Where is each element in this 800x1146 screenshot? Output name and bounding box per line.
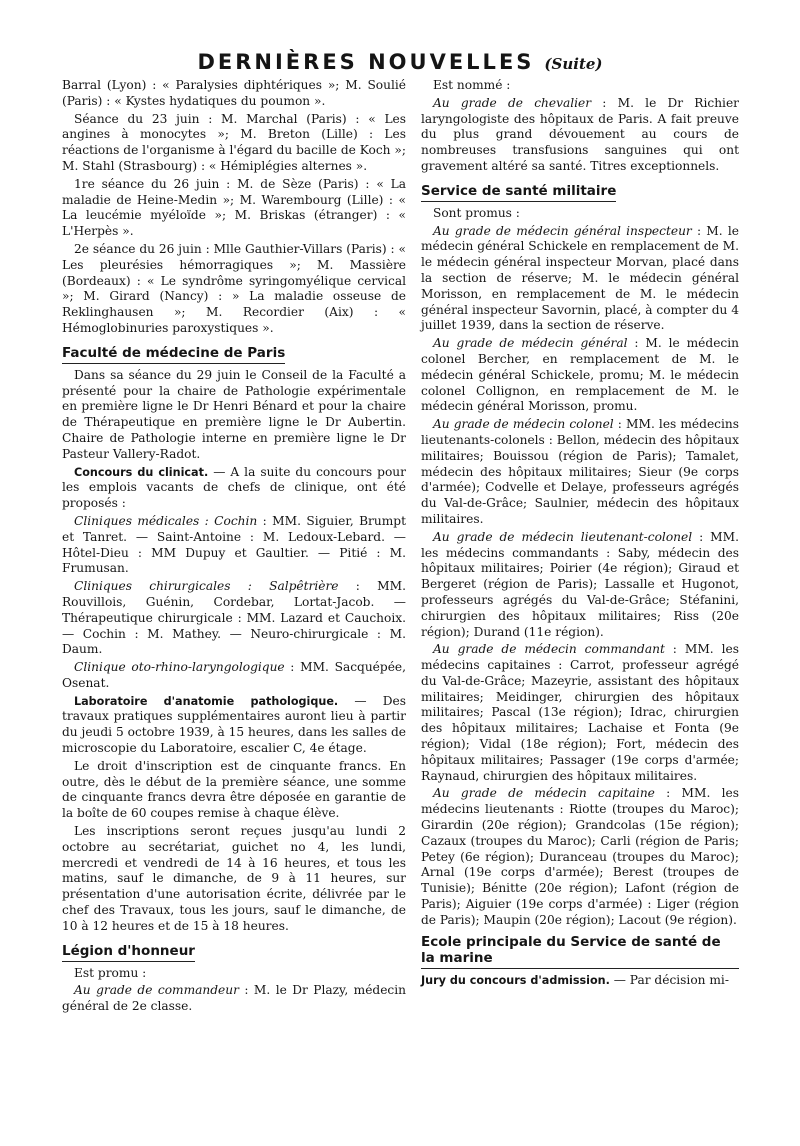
page-title: [0, 50, 800, 74]
paragraph: Séance du 23 juin : M. Marchal (Paris) : « Les angines à monocytes »; M. Breton (Lille) : Les réactions de l'organisme à l'égard du bacille de Koch »; M. Stahl (Strasbourg) : « Hémiplégies alternes ».: [62, 111, 406, 173]
paragraph: [62, 660, 406, 692]
paragraph: 2e séance du 26 juin : Mlle Gauthier-Villars (Paris) : « Les pleurésies hémorragiques »; M. Massière (Bordeaux) : « Le syndrôme syringomyélique cervical »; M. Girard (Nancy) : » La maladie osseuse de Reklinghausen »; M. Recordier (Aix) : « Hémoglobinuries paroxystiques ».: [62, 241, 406, 335]
section-legion: [62, 938, 406, 1015]
paragraph: Est nommé :: [433, 78, 511, 92]
lead-text: Au grade de médecin commandant: [433, 642, 665, 657]
section-heading: Service de santé militaire: [421, 183, 616, 202]
page-title-text: DERNIÈRES NOUVELLES: [197, 50, 535, 74]
paragraph: [62, 465, 406, 512]
paragraph: Le droit d'inscription est de cinquante francs. En outre, dès le début de la première séance, une somme de cinquante francs devra être déposée en garantie de la boîte de 60 coupes remise à chaque élève.: [62, 758, 406, 821]
lead-text: Au grade de médecin capitaine: [433, 786, 655, 801]
paragraph: [421, 336, 739, 415]
lead-text: Cliniques médicales : Cochin: [74, 513, 258, 528]
runin-heading: Laboratoire d'anatomie pathologique.: [74, 694, 339, 708]
paragraph-text: : MM. les médecins lieutenants-colonels : Bellon, médecin des hôpitaux militaires; Bouissou (région de Paris); Tamalet, médecin des hôpitaux militaires; Sieur (9e corps d'armée); Codvelle et Delaye, professeurs agrégés du Val-de-Grâce; Saulnier, médecin des hôpitaux militaires.: [421, 417, 739, 526]
lead-text: Au grade de médecin général inspecteur: [433, 223, 692, 238]
paragraph-text: : MM. Rouvillois, Guénin, Cordebar, Lortat-Jacob. — Thérapeutique chirurgicale : MM. Lazard et Cauchoix. — Cochin : M. Mathey. — Neuro-chirurgicale : M. Daum.: [62, 579, 406, 657]
paragraph-text: : MM. les médecins capitaines : Carrot, professeur agrégé du Val-de-Grâce; Mazeyrie, assistant des hôpitaux militaires; Meidinger, chirurgien des hôpitaux militaires; Pascal (13e région); Idrac, chirurgien des hôpitaux militaires; Lachaise et Fonta (9e région); Vidal (18e région); Fort, médecin des hôpitaux militaires; Passager (19e corps d'armée; Raynaud, chirurgien des hôpitaux militaires.: [421, 642, 739, 783]
section-heading: Ecole principale du Service de santé de la marine: [421, 934, 739, 969]
paragraph: [421, 786, 739, 928]
paragraph: Est promu :: [74, 965, 147, 980]
runin-heading: Concours du clinicat.: [74, 465, 209, 479]
paragraph: Sont promus :: [433, 205, 520, 220]
paragraph: [62, 983, 406, 1015]
paragraph-text: — Par décision mi-: [609, 972, 729, 987]
section-faculte: [62, 340, 406, 935]
lead-text: Au grade de chevalier: [433, 95, 592, 110]
section-ecole-marine: [421, 934, 739, 989]
runin-heading: Jury du concours d'admission.: [421, 973, 610, 987]
paragraph: [421, 973, 739, 989]
section-heading: Légion d'honneur: [62, 943, 195, 962]
paragraph: Dans sa séance du 29 juin le Conseil de la Faculté a présenté pour la chaire de Pathologie expérimentale en première ligne le Dr Henri Bénard et pour la chaire de Thérapeutique en première ligne le Dr Aubertin. Chaire de Pathologie interne en première ligne le Dr Pasteur Vallery-Radot.: [62, 367, 406, 461]
right-column: [421, 78, 739, 990]
paragraph: Les inscriptions seront reçues jusqu'au lundi 2 octobre au secrétariat, guichet no 4, les lundi, mercredi et vendredi de 14 à 16 heures, et tous les matins, sauf le dimanche, de 9 à 11 heures, sur présentation d'une autorisation écrite, délivrée par le chef des Travaux, tous les jours, sauf le dimanche, de 10 à 12 heures et de 15 à 18 heures.: [62, 824, 406, 933]
page-title-suite: (Suite): [544, 55, 603, 73]
paragraph: [421, 642, 739, 784]
paragraph-text: : MM. Sacquépée, Osenat.: [62, 660, 406, 690]
lead-text: Clinique oto-rhino-laryngologique: [74, 660, 285, 675]
paragraph: [421, 530, 739, 641]
lead-text: Cliniques chirurgicales : Salpêtrière: [74, 579, 339, 594]
paragraph: [62, 694, 406, 757]
paragraph-text: : M. le médecin général Schickele en remplacement de M. le médecin général inspecteur Morvan, placé dans la section de réserve; M. le médecin général Morisson, en remplacement de M. le médecin général inspecteur Savornin, placé, à compter du 4 juillet 1939, dans la section de réserve.: [421, 223, 739, 333]
lead-text: Au grade de médecin général: [433, 336, 628, 351]
paragraph: [421, 96, 739, 175]
section-heading: Faculté de médecine de Paris: [62, 345, 285, 364]
paragraph: [421, 417, 739, 528]
paragraph: 1re séance du 26 juin : M. de Sèze (Paris) : « La maladie de Heine-Medin »; M. Warembourg (Lille) : « La leucémie myéloïde »; M. Briskas (étranger) : « L'Herpès ».: [62, 176, 406, 239]
paragraph-text: : MM. les médecins lieutenants : Riotte (troupes du Maroc); Girardin (20e région); Grandcolas (15e région); Cazaux (troupes du Maroc); Carli (région de Paris; Petey (6e région); Duranceau (troupes du Maroc); Arnal (19e corps d'armée); Berest (troupes de Tunisie); Bénitte (20e région); Lafont (région de Paris); Aiguier (19e corps d'armée) : Liger (région de Paris); Maupin (20e région); Lacout (9e région).: [421, 786, 739, 927]
lead-text: Au grade de commandeur: [74, 983, 239, 998]
paragraph-text: — A la suite du concours pour les emplois vacants de chefs de clinique, ont été proposés :: [62, 464, 406, 511]
paragraph: [62, 579, 406, 658]
paragraph: [62, 514, 406, 577]
paragraph-text: : M. le Dr Plazy, médecin général de 2e classe.: [62, 983, 406, 1014]
lead-text: Au grade de médecin colonel: [433, 417, 614, 432]
paragraph-text: : M. le médecin colonel Bercher, en remplacement de M. le médecin général Schickele, promu; M. le médecin colonel Collignon, en remplacement de M. le médecin général Morisson, promu.: [421, 336, 739, 414]
paragraph-text: : M. le Dr Richier laryngologiste des hôpitaux de Paris. A fait preuve du plus grand dévouement au cours de nombreuses transfusions sanguines qui ont gravement altéré sa santé. Titres exceptionnels.: [421, 95, 739, 173]
paragraph: [421, 224, 739, 335]
section-sante-militaire: [421, 178, 739, 929]
paragraph-text: — Des travaux pratiques supplémentaires auront lieu à partir du jeudi 5 octobre 1939, à 15 heures, dans les salles de microscopie du Laboratoire, escalier C, 4e étage.: [62, 693, 406, 756]
paragraph-text: : MM. Siguier, Brumpt et Tanret. — Saint-Antoine : M. Ledoux-Lebard. — Hôtel-Dieu : MM Dupuy et Gaultier. — Pitié : M. Frumusan.: [62, 513, 406, 576]
paragraph: Barral (Lyon) : « Paralysies diphtériques »; M. Soulié (Paris) : « Kystes hydatiques du poumon ».: [62, 78, 406, 108]
lead-text: Au grade de médecin lieutenant-colonel: [433, 529, 693, 544]
left-column: [62, 78, 406, 1017]
paragraph-text: : MM. les médecins commandants : Saby, médecin des hôpitaux militaires; Poirier (4e région); Giraud et Bergeret (région de Paris); Lassalle et Hugonot, professeurs agrégés du Val-de-Grâce; Stéfanini, chirurgien des hôpitaux militaires; Riss (20e région); Durand (11e région).: [421, 529, 740, 639]
